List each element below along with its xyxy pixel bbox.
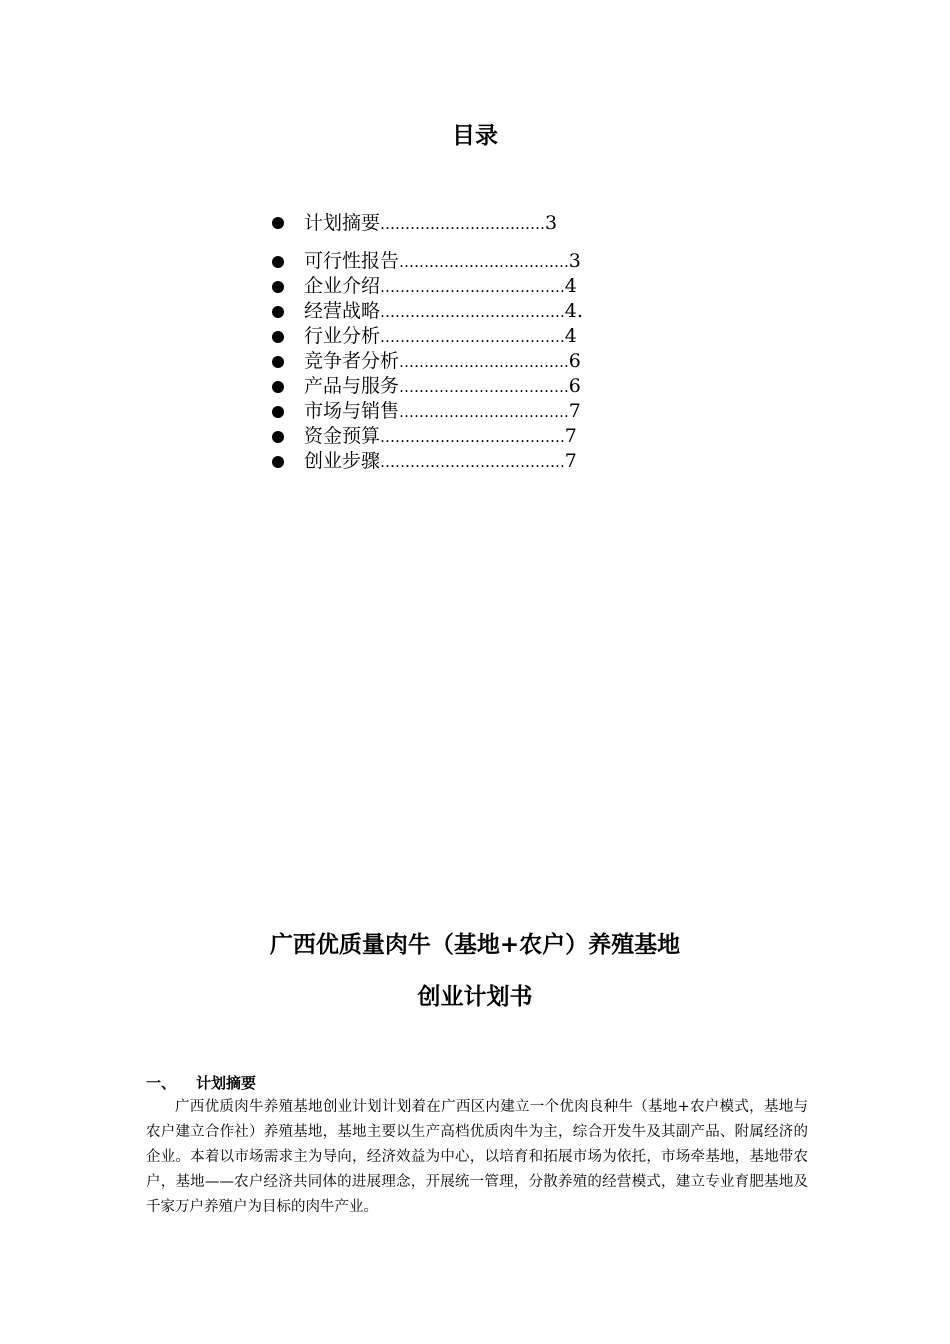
toc-leader: ……………………………. <box>399 253 569 271</box>
section-heading <box>146 1072 256 1094</box>
toc-entry-label: 产品与服务 <box>304 375 400 397</box>
toc-leader: ………………………………. <box>380 328 565 346</box>
toc-leader: ………………………………. <box>380 428 565 446</box>
toc-entry-page: 4 <box>564 325 577 347</box>
bullet-icon <box>272 306 284 318</box>
bullet-icon <box>272 406 284 418</box>
toc-entry[interactable] <box>268 249 688 274</box>
toc-entry[interactable] <box>268 374 688 399</box>
toc-entry-page: 4 <box>564 275 577 297</box>
toc-entry-label: 行业分析 <box>304 325 381 347</box>
toc-entry[interactable] <box>268 424 688 449</box>
bullet-icon <box>272 456 284 468</box>
toc-entry-label: 市场与销售 <box>304 400 400 422</box>
toc-entry-page: 3 <box>545 212 558 234</box>
toc-leader: ………………………………. <box>380 278 565 296</box>
bullet-icon <box>272 331 284 343</box>
toc-entry-label: 资金预算 <box>304 425 381 447</box>
document-title: 广西优质量肉牛（基地+农户）养殖基地 <box>269 932 681 958</box>
toc-entry-label: 企业介绍 <box>304 275 381 297</box>
toc-leader: ……………………………. <box>399 403 569 421</box>
toc-entry-page: 6 <box>568 350 581 372</box>
toc-entry-page: 7 <box>564 425 577 447</box>
toc-list <box>268 249 688 474</box>
toc-entry[interactable] <box>268 274 688 299</box>
toc-entry[interactable] <box>268 299 688 324</box>
bullet-icon <box>272 217 284 229</box>
toc-leader: ………………………………. <box>380 303 565 321</box>
toc-entry[interactable] <box>268 208 688 238</box>
toc-entry-page: 7 <box>564 450 577 472</box>
toc-entry-page: 3 <box>568 250 581 272</box>
toc-entry-page: 4. <box>564 300 583 322</box>
toc-entry[interactable] <box>268 324 688 349</box>
bullet-icon <box>272 431 284 443</box>
bullet-icon <box>272 381 284 393</box>
section-number: 一、 <box>146 1074 177 1092</box>
toc-entry-page: 7 <box>568 400 581 422</box>
toc-entry[interactable] <box>268 399 688 424</box>
toc-entry-label: 可行性报告 <box>304 250 400 272</box>
toc-entry-page: 6 <box>568 375 581 397</box>
toc-entry[interactable] <box>268 349 688 374</box>
toc-leader: ……………………………. <box>399 378 569 396</box>
toc-leader: ……………………………. <box>399 353 569 371</box>
toc-entry-label: 经营战略 <box>304 300 381 322</box>
toc-entry-label: 计划摘要 <box>304 212 381 234</box>
bullet-icon <box>272 256 284 268</box>
toc-leader: ………………………………. <box>380 453 565 471</box>
toc-list-first <box>268 208 688 238</box>
section-paragraph: 广西优质肉牛养殖基地创业计划计划着在广西区内建立一个优肉良种牛（基地+农户模式，基地与农户建立合作社）养殖基地，基地主要以生产高档优质肉牛为主，综合开发牛及其副产品、附属经济的企业。本着以市场需求主为导向，经济效益为中心，以培育和拓展市场为依托，市场牵基地，基地带农户，基地——农户经济共同体的进展理念，开展统一管理，分散养殖的经营模式，建立专业育肥基地及千家万户养殖户为目标的肉牛产业。 <box>146 1099 808 1215</box>
toc-entry-label: 竞争者分析 <box>304 350 400 372</box>
section-heading-text: 计划摘要 <box>196 1074 257 1092</box>
toc-entry-label: 创业步骤 <box>304 450 381 472</box>
toc-leader: …………………………… <box>380 215 546 233</box>
document-subtitle: 创业计划书 <box>417 984 533 1010</box>
bullet-icon <box>272 281 284 293</box>
toc-entry[interactable] <box>268 449 688 474</box>
toc-title: 目录 <box>452 123 498 149</box>
bullet-icon <box>272 356 284 368</box>
